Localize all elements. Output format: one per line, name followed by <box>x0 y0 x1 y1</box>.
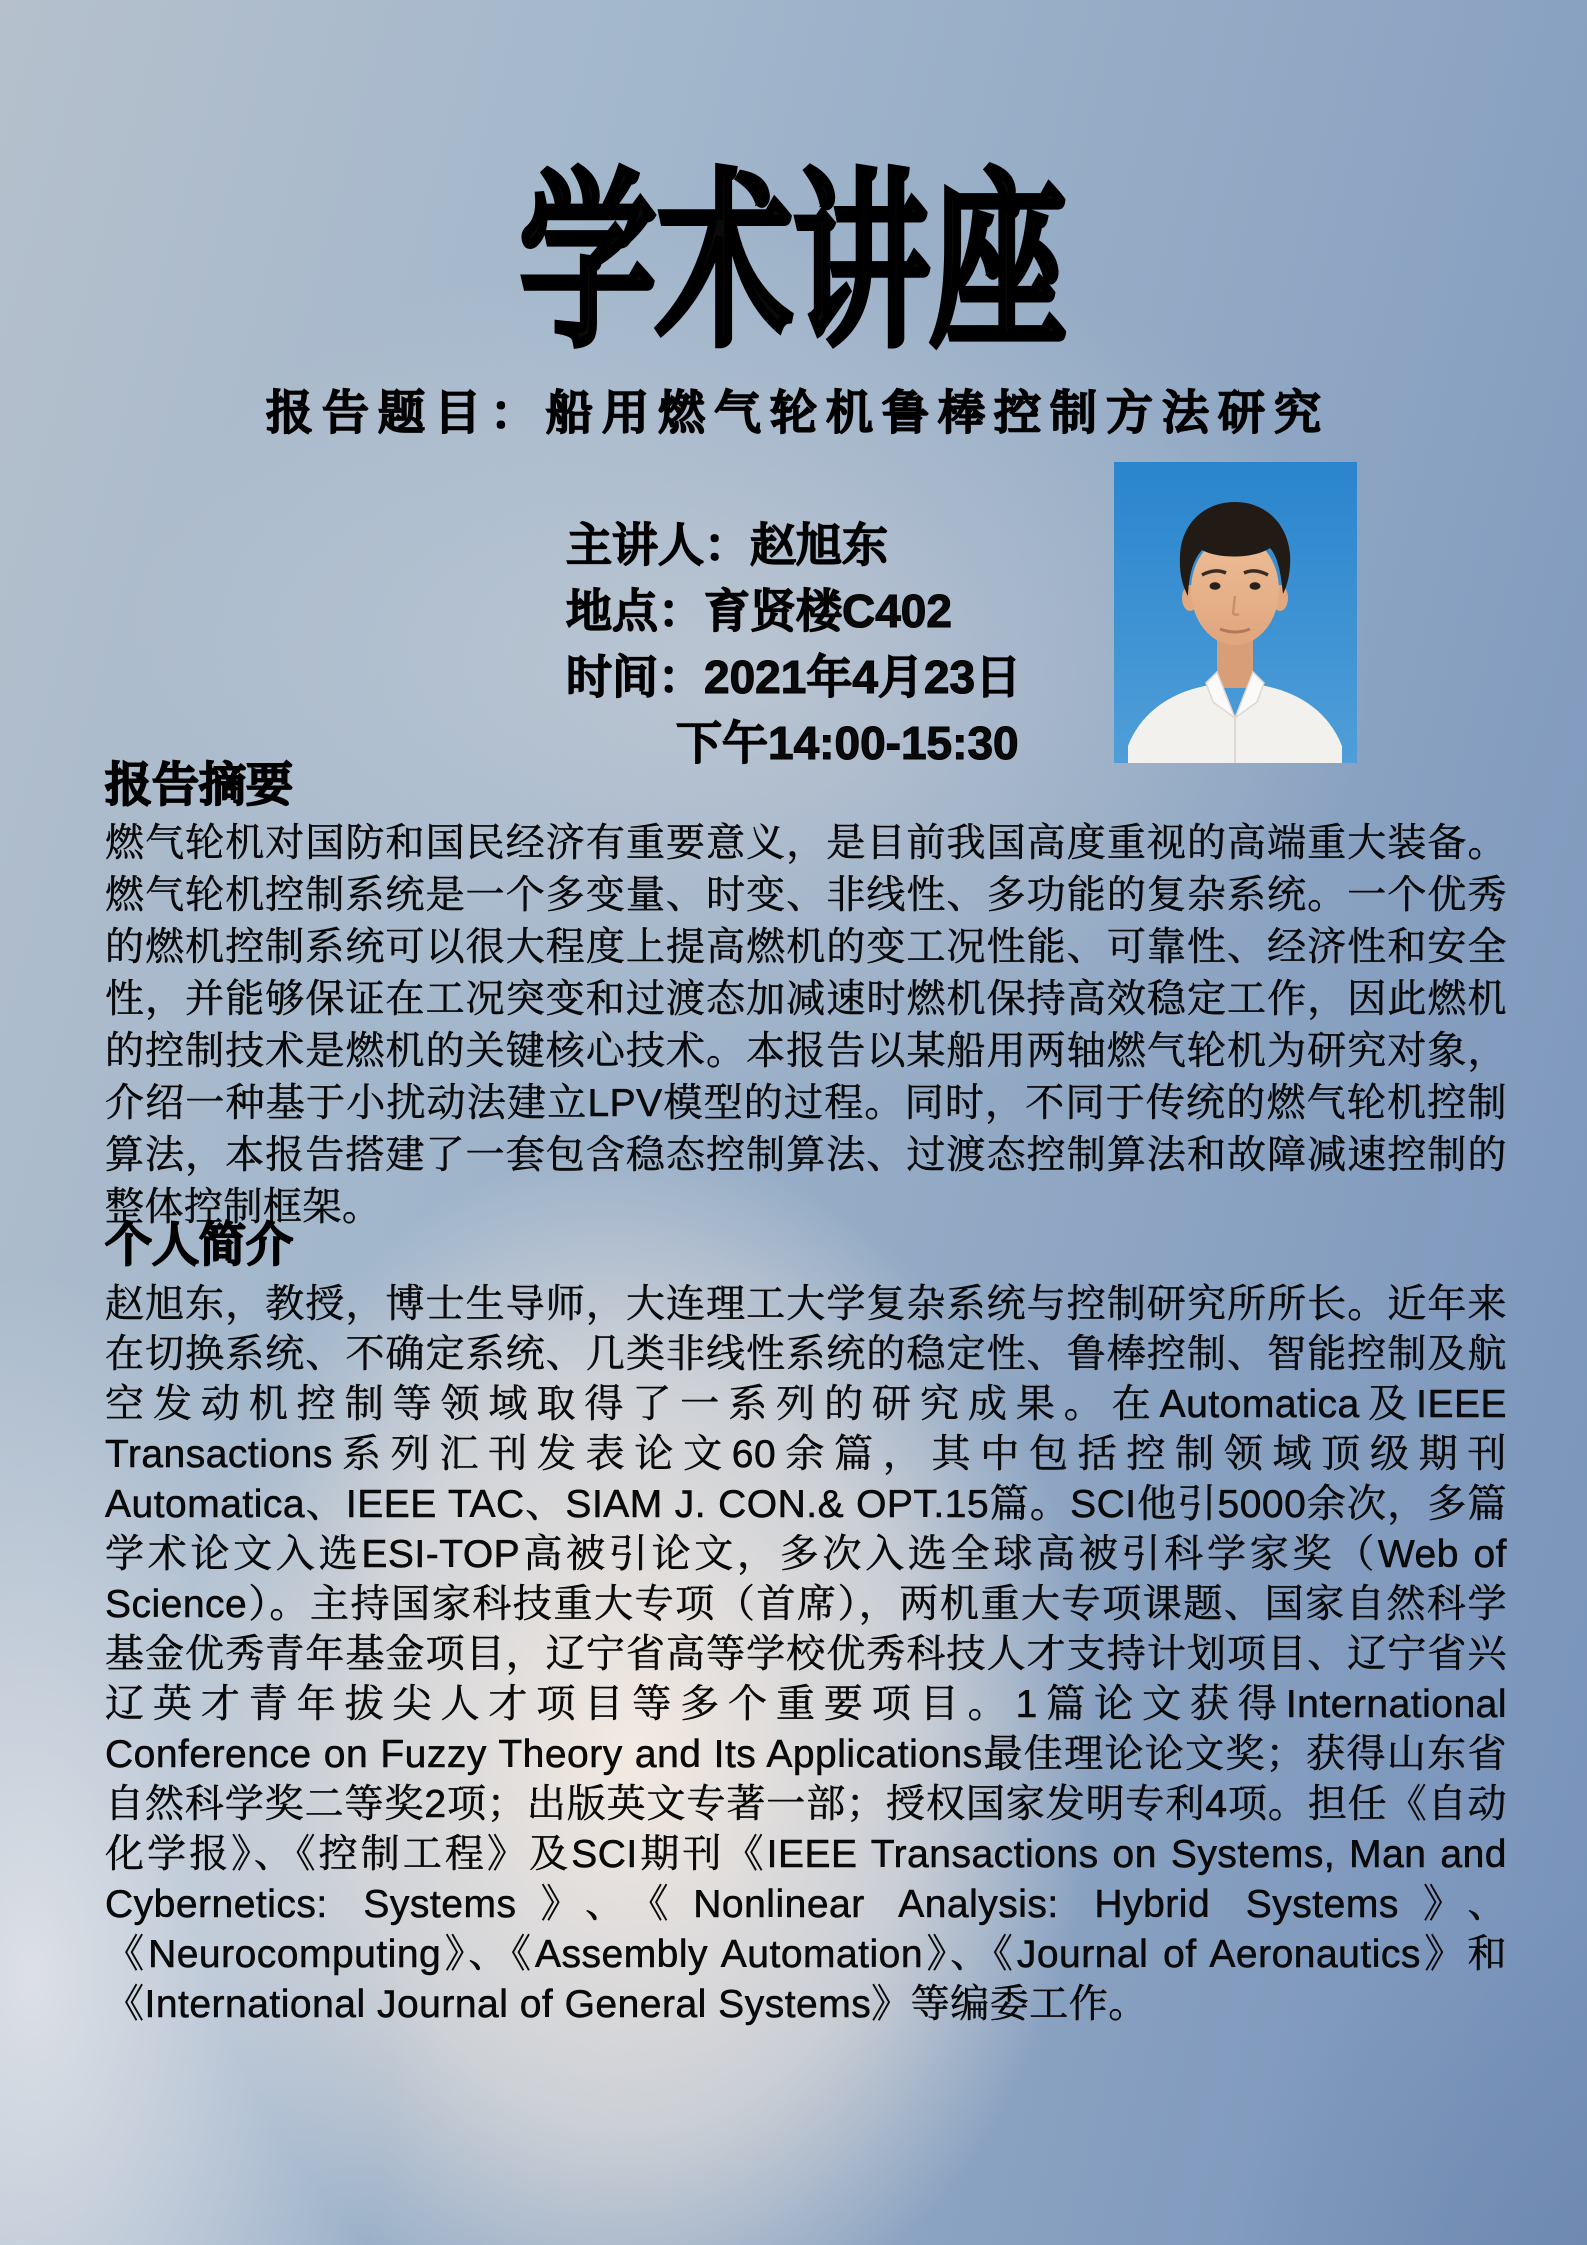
person-eye-left <box>1210 582 1221 590</box>
bio-heading: 个人简介 <box>105 1218 293 1271</box>
bio-body: 赵旭东，教授，博士生导师，大连理工大学复杂系统与控制研究所所长。近年来在切换系统、不确定系统、几类非线性系统的稳定性、鲁棒控制、智能控制及航空发动机控制等领域取得了一系列的研究成果。在Automatica及IEEE Transactions系列汇刊发表论文60余篇，其中包括控制领域顶级期刊Automatica、IEEE TAC、SIAM J. CON.& OPT.15篇。SCI他引5000余次，多篇学术论文入选ESI-TOP高被引论文，多次入选全球高被引科学家奖（Web of Science）。主持国家科技重大专项（首席），两机重大专项课题、国家自然科学基金优秀青年基金项目，辽宁省高等学校优秀科技人才支持计划项目、辽宁省兴辽英才青年拔尖人才项目等多个重要项目。1篇论文获得International Conference on Fuzzy Theory and Its Applications最佳理论论文奖；获得山东省自然科学奖二等奖2项；出版英文专著一部；授权国家发明专利4项。担任《自动化学报》、《控制工程》及SCI期刊《IEEE Transactions on Systems, Man and Cybernetics: Systems》、《Nonlinear Analysis: Hybrid Systems》、《Neurocomputing》、《Assembly Automation》、《Journal of Aeronautics》和《International Journal of General Systems》等编委工作。 <box>105 1283 1507 2026</box>
time-line: 下午14:00-15:30 <box>676 717 1019 769</box>
poster-title <box>0 157 1587 369</box>
speaker-line: 主讲人：赵旭东 <box>566 519 888 571</box>
date-line: 时间：2021年4月23日 <box>566 651 1022 703</box>
abstract-body: 燃气轮机对国防和国民经济有重要意义，是目前我国高度重视的高端重大装备。燃气轮机控制系统是一个多变量、时变、非线性、多功能的复杂系统。一个优秀的燃机控制系统可以很大程度上提高燃机的变工况性能、可靠性、经济性和安全性，并能够保证在工况突变和过渡态加减速时燃机保持高效稳定工作，因此燃机的控制技术是燃机的关键核心技术。本报告以某船用两轴燃气轮机为研究对象，介绍一种基于小扰动法建立LPV模型的过程。同时，不同于传统的燃气轮机控制算法，本报告搭建了一套包含稳态控制算法、过渡态控制算法和故障减速控制的整体控制框架。 <box>105 822 1507 1229</box>
lecture-info-block <box>566 512 1021 776</box>
abstract-heading: 报告摘要 <box>105 758 293 811</box>
poster-title-text: 学术讲座 <box>519 157 1068 369</box>
report-topic: 报告题目：船用燃气轮机鲁棒控制方法研究 <box>266 386 1330 439</box>
speaker-photo <box>1114 462 1357 763</box>
speaker-photo-graphic <box>1114 462 1357 763</box>
person-eye-right <box>1250 582 1261 590</box>
location-line: 地点：育贤楼C402 <box>566 585 952 637</box>
